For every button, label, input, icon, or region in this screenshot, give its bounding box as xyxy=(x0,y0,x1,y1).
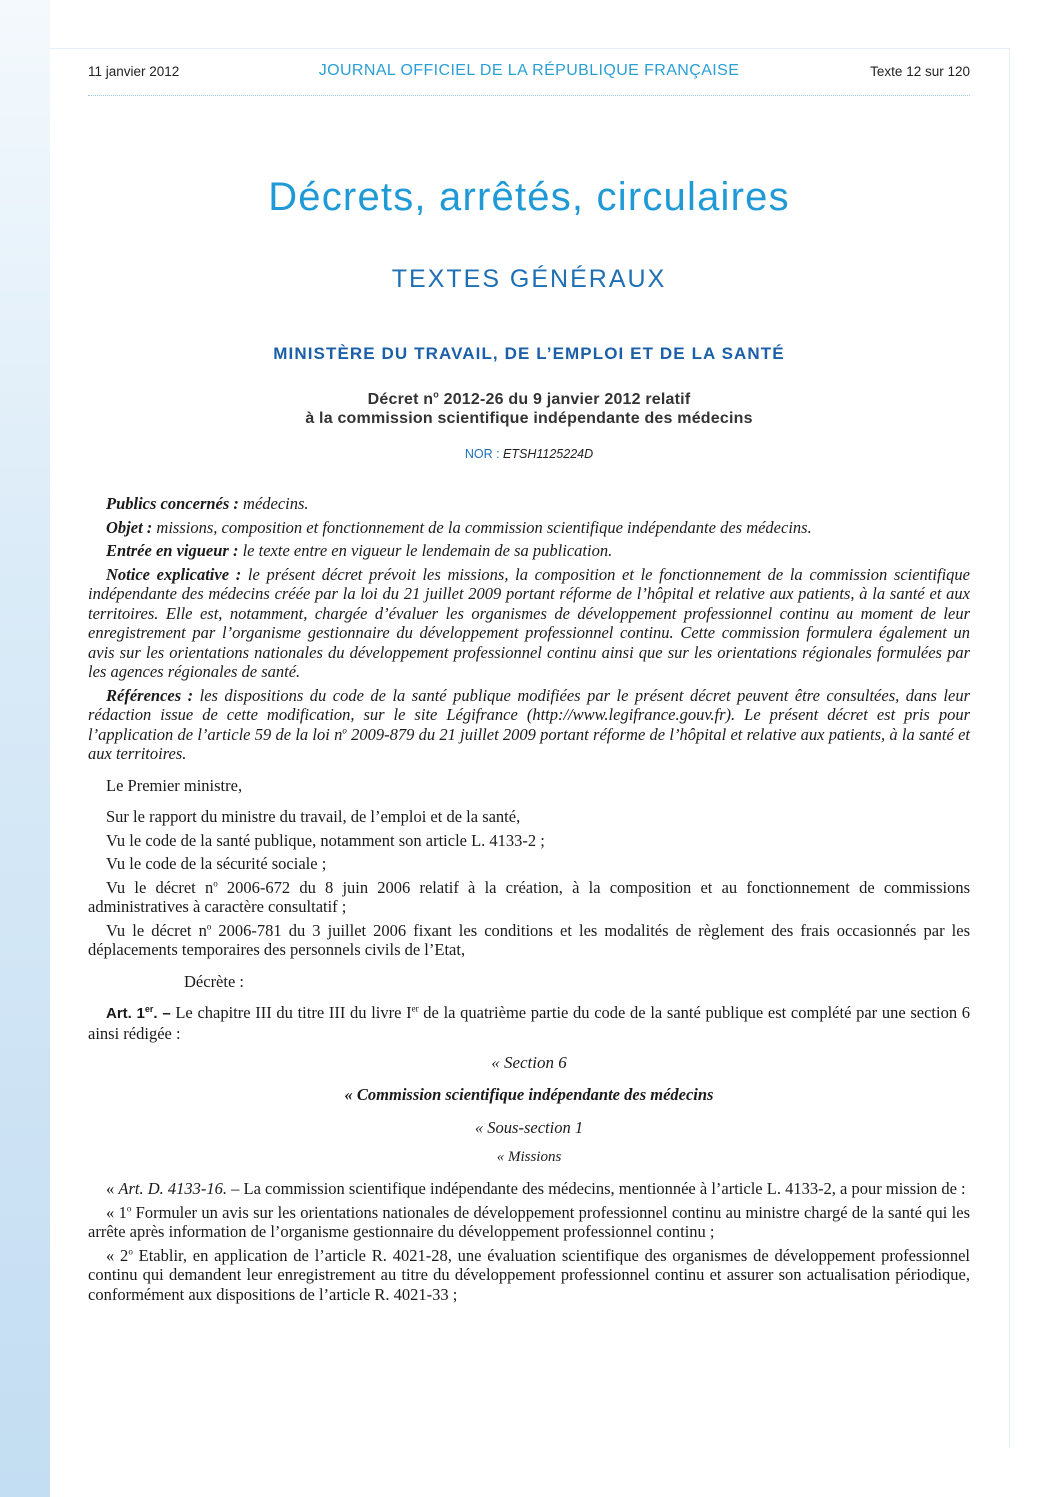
header-journal-title: JOURNAL OFFICIEL DE LA RÉPUBLIQUE FRANÇAISE xyxy=(318,62,740,79)
preamble-vu-2: Vu le code de la sécurité sociale ; xyxy=(106,854,327,873)
subsection-1-heading: « Sous-section 1 xyxy=(474,1118,584,1137)
article-1: Art. 1er. – Le chapitre III du titre III du livre Ier de la quatrième partie du code de la santé publique est complété par une section 6 ainsi rédigée : xyxy=(88,1003,971,1043)
mission-item-1: « 1$^o$ Formuler un avis sur les orientations nationales de développement professionnel continu au ministre chargé de la santé qui les arrête après information de l’organisme gestionnaire du développement professionnel continu ; xyxy=(88,1202,971,1241)
article-d-label: Art. D. 4133-16. xyxy=(118,1179,227,1198)
page-header xyxy=(88,62,970,84)
summary-publics: Publics concernés : médecins. xyxy=(106,494,309,513)
preamble-vu-3: Vu le décret $n^o$ 2006-672 du 8 juin 2006 relatif à la création, à la composition et au fonctionnement de commissions administratives à caractère consultatif ; xyxy=(88,877,970,916)
decree-title-line-1: Décret $n^o$ 2012-26 du 9 janvier 2012 relatif xyxy=(367,389,691,408)
left-color-band xyxy=(0,0,50,1497)
article-d-4133-16: « Art. D. 4133-16. – La commission scientifique indépendante des médecins, mentionnée à l’article L. 4133-2, a pour mission de : xyxy=(106,1179,966,1198)
summary-objet: Objet : missions, composition et fonctionnement de la commission scientifique indépendante des médecins. xyxy=(106,517,812,537)
nor-label: NOR : xyxy=(464,447,500,461)
section-6-title: « Commission scientifique indépendante des médecins xyxy=(344,1084,714,1104)
document-body xyxy=(88,494,970,1308)
decree-title-line-2: à la commission scientifique indépendante des médecins xyxy=(305,410,753,427)
header-date: 11 janvier 2012 xyxy=(88,64,180,79)
preamble-premier-ministre: Le Premier ministre, xyxy=(106,775,243,795)
article-1-label: Art. 1er. – xyxy=(106,1004,171,1022)
nor-reference xyxy=(88,447,970,461)
header-page-number: Texte 12 sur 120 xyxy=(870,64,970,79)
summary-block xyxy=(88,494,970,764)
section-6-heading: « Section 6 xyxy=(491,1053,567,1072)
preamble-decrete: Décrète : xyxy=(184,971,244,991)
mission-item-2: « 2$^o$ Etablir, en application de l’article R. 4021-28, une évaluation scientifique des organismes de développement professionnel continu qui demandent leur enregistrement au titre du développement professionnel continu et assurer son actualisation périodique, conformément aux dispositions de l’article R. 4021-33 ; xyxy=(88,1245,970,1304)
sub-title: TEXTES GÉNÉRAUX xyxy=(391,265,667,293)
missions-heading: « Missions xyxy=(496,1148,562,1165)
summary-references: Références : les dispositions du code de la santé publique modifiées par le présent décret peuvent être consultées, dans leur rédaction issue de cette modification, sur le site Légifrance (http://www.legifrance.gouv.fr). Le présent décret est pris pour l’application de l’article 59 de la loi $n^o$ 2009-879 du 21 juillet 2009 portant réforme de l’hôpital et relative aux patients, à la santé et aux territoires. xyxy=(88,685,970,763)
header-divider xyxy=(88,95,970,96)
summary-entree: Entrée en vigueur : le texte entre en vigueur le lendemain de sa publication. xyxy=(106,541,613,560)
preamble-rapport: Sur le rapport du ministre du travail, de l’emploi et de la santé, xyxy=(106,807,521,826)
preamble-vu-4: Vu le décret $n^o$ 2006-781 du 3 juillet 2006 fixant les conditions et les modalités de règlement des frais occasionnés par les déplacements temporaires des personnels civils de l’Etat, xyxy=(88,920,970,959)
summary-notice: Notice explicative : le présent décret prévoit les missions, la composition et le fonctionnement de la commission scientifique indépendante des médecins créée par la loi du 21 juillet 2009 portant réforme de l’hôpital et relative aux patients, à la santé et aux territoires. Elle est, notamment, chargée d’évaluer les organismes de développement professionnel continu au moment de leur enregistrement par l’organisme gestionnaire du développement professionnel continu. Cette commission formulera également un avis sur les orientations nationales du développement professionnel continu ainsi que sur les orientations régionales formulées par les agences régionales de santé. xyxy=(88,564,971,681)
ministry-heading: MINISTÈRE DU TRAVAIL, DE L’EMPLOI ET DE LA SANTÉ xyxy=(273,344,785,363)
decree-title xyxy=(88,390,970,428)
section-title: Décrets, arrêtés, circulaires xyxy=(268,175,790,219)
nor-value: ETSH1125224D xyxy=(503,447,594,461)
preamble-vu-1: Vu le code de la santé publique, notamment son article L. 4133-2 ; xyxy=(106,830,545,850)
